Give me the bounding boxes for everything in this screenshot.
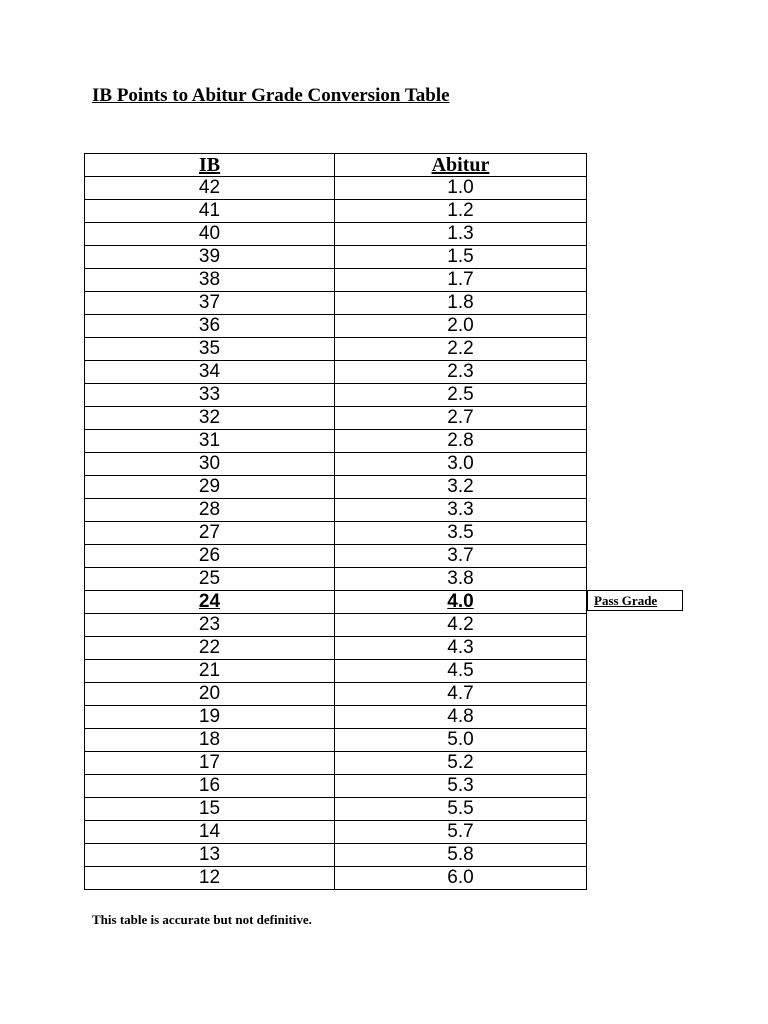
ib-cell: 13 — [85, 844, 335, 867]
table-row — [85, 683, 587, 706]
table-row — [85, 453, 587, 476]
table-row — [85, 315, 587, 338]
ib-cell: 17 — [85, 752, 335, 775]
ib-cell: 12 — [85, 867, 335, 890]
abitur-cell: 6.0 — [335, 867, 587, 890]
ib-cell: 42 — [85, 177, 335, 200]
abitur-cell: 5.3 — [335, 775, 587, 798]
abitur-cell: 4.0 — [335, 591, 587, 614]
table-row — [85, 821, 587, 844]
table-row — [85, 591, 587, 614]
ib-cell: 41 — [85, 200, 335, 223]
abitur-cell: 4.2 — [335, 614, 587, 637]
abitur-cell: 2.2 — [335, 338, 587, 361]
table-row — [85, 361, 587, 384]
abitur-cell: 2.3 — [335, 361, 587, 384]
table-row — [85, 706, 587, 729]
ib-cell: 16 — [85, 775, 335, 798]
abitur-cell: 5.0 — [335, 729, 587, 752]
table-row — [85, 568, 587, 591]
ib-cell: 26 — [85, 545, 335, 568]
table-body — [85, 177, 587, 890]
table-row — [85, 637, 587, 660]
abitur-cell: 1.2 — [335, 200, 587, 223]
abitur-cell: 4.3 — [335, 637, 587, 660]
ib-cell: 34 — [85, 361, 335, 384]
table-row — [85, 384, 587, 407]
abitur-cell: 3.8 — [335, 568, 587, 591]
table-row — [85, 338, 587, 361]
table-row — [85, 269, 587, 292]
table-row — [85, 522, 587, 545]
ib-cell: 25 — [85, 568, 335, 591]
abitur-cell: 3.3 — [335, 499, 587, 522]
table-row — [85, 844, 587, 867]
ib-cell: 27 — [85, 522, 335, 545]
column-header-ib: IB — [85, 154, 335, 177]
ib-cell: 28 — [85, 499, 335, 522]
abitur-cell: 3.2 — [335, 476, 587, 499]
ib-cell: 18 — [85, 729, 335, 752]
table-row — [85, 545, 587, 568]
ib-cell: 32 — [85, 407, 335, 430]
ib-cell: 14 — [85, 821, 335, 844]
ib-cell: 15 — [85, 798, 335, 821]
abitur-cell: 5.2 — [335, 752, 587, 775]
ib-cell: 38 — [85, 269, 335, 292]
table-row — [85, 430, 587, 453]
abitur-cell: 5.8 — [335, 844, 587, 867]
ib-cell: 37 — [85, 292, 335, 315]
table-row — [85, 292, 587, 315]
table-row — [85, 798, 587, 821]
table-row — [85, 867, 587, 890]
abitur-cell: 2.0 — [335, 315, 587, 338]
table-row — [85, 407, 587, 430]
ib-cell: 24 — [85, 591, 335, 614]
ib-cell: 30 — [85, 453, 335, 476]
table-row — [85, 200, 587, 223]
abitur-cell: 4.7 — [335, 683, 587, 706]
ib-cell: 40 — [85, 223, 335, 246]
table-row — [85, 614, 587, 637]
ib-cell: 19 — [85, 706, 335, 729]
abitur-cell: 1.0 — [335, 177, 587, 200]
table-row — [85, 499, 587, 522]
ib-cell: 39 — [85, 246, 335, 269]
ib-cell: 29 — [85, 476, 335, 499]
abitur-cell: 4.8 — [335, 706, 587, 729]
table-row — [85, 660, 587, 683]
abitur-cell: 3.7 — [335, 545, 587, 568]
table-header-row — [85, 154, 587, 177]
ib-cell: 21 — [85, 660, 335, 683]
table-row — [85, 729, 587, 752]
abitur-cell: 1.7 — [335, 269, 587, 292]
ib-cell: 22 — [85, 637, 335, 660]
abitur-cell: 3.0 — [335, 453, 587, 476]
abitur-cell: 3.5 — [335, 522, 587, 545]
ib-cell: 35 — [85, 338, 335, 361]
ib-cell: 23 — [85, 614, 335, 637]
table-row — [85, 246, 587, 269]
abitur-cell: 4.5 — [335, 660, 587, 683]
ib-cell: 33 — [85, 384, 335, 407]
abitur-cell: 1.3 — [335, 223, 587, 246]
table-row — [85, 476, 587, 499]
table-row — [85, 752, 587, 775]
table-row — [85, 775, 587, 798]
abitur-cell: 2.8 — [335, 430, 587, 453]
abitur-cell: 5.7 — [335, 821, 587, 844]
abitur-cell: 2.7 — [335, 407, 587, 430]
footnote: This table is accurate but not definitive. — [92, 912, 312, 927]
column-header-abitur: Abitur — [335, 154, 587, 177]
ib-cell: 31 — [85, 430, 335, 453]
abitur-cell: 1.8 — [335, 292, 587, 315]
page-title: IB Points to Abitur Grade Conversion Table — [92, 85, 450, 106]
ib-cell: 36 — [85, 315, 335, 338]
abitur-cell: 1.5 — [335, 246, 587, 269]
abitur-cell: 2.5 — [335, 384, 587, 407]
abitur-cell: 5.5 — [335, 798, 587, 821]
conversion-table — [84, 153, 587, 890]
ib-cell: 20 — [85, 683, 335, 706]
pass-grade-label: Pass Grade — [587, 590, 683, 611]
table-row — [85, 223, 587, 246]
table-row — [85, 177, 587, 200]
